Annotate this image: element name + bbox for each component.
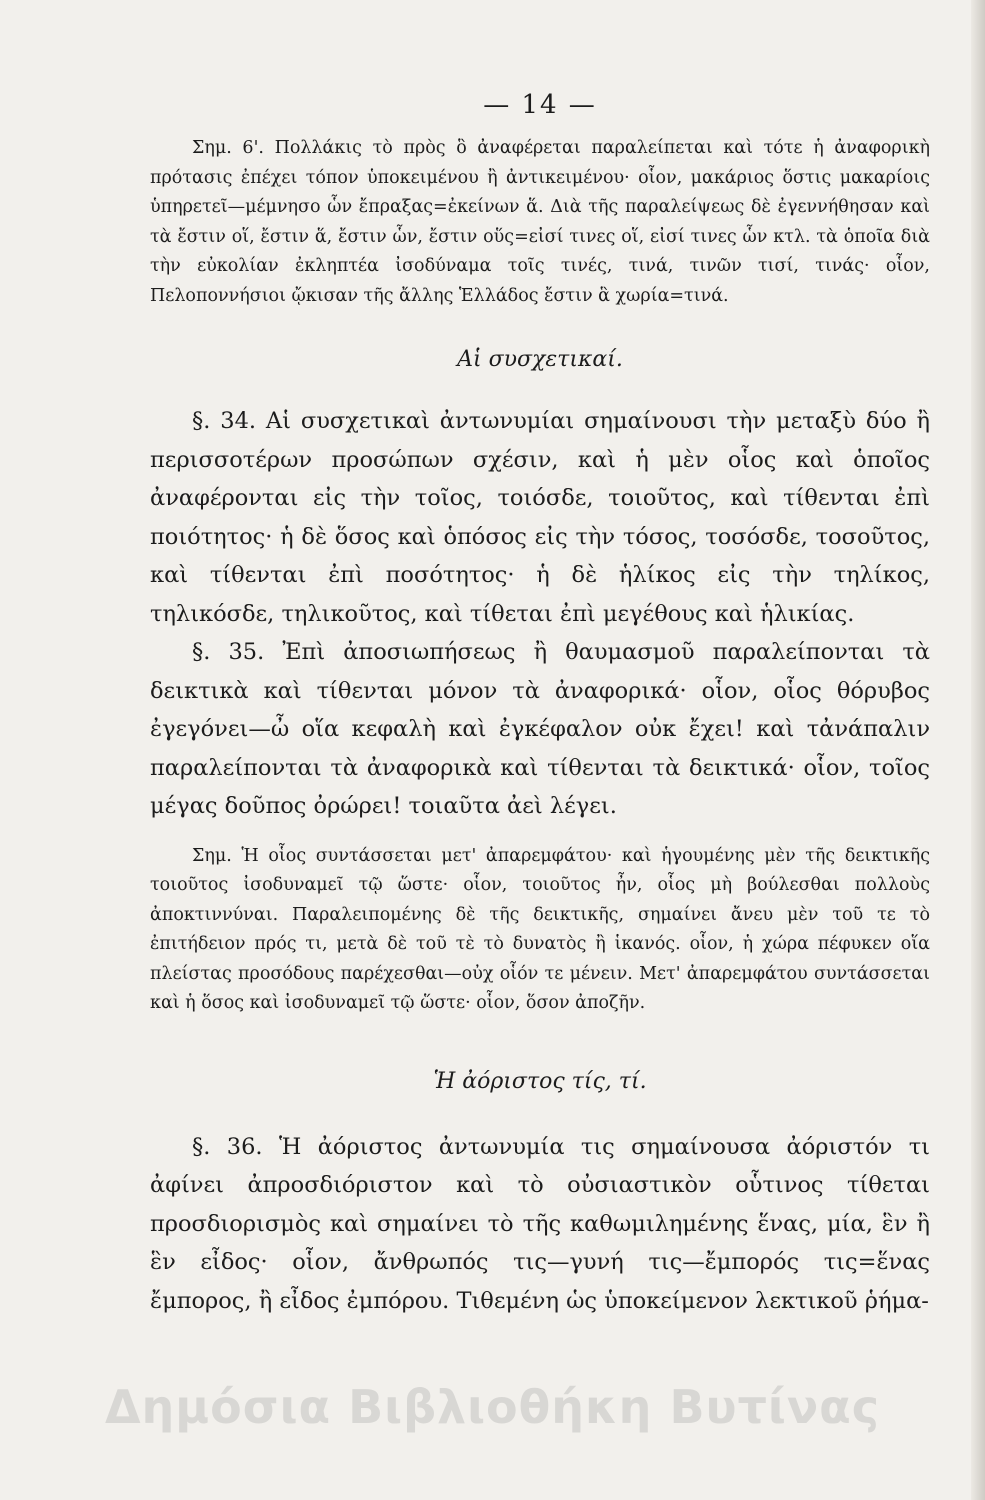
note-6: Σημ. 6'. Πολλάκις τὸ πρὸς ὃ ἀναφέρεται παραλείπεται καὶ τότε ἡ ἀναφορικὴ πρότασις ἐπέχει τόπον ὑποκειμένου ἢ ἀντικειμένου· οἷον, μακάριος ὅστις μακαρίοις ὑπηρετεῖ—μέμνησο ὧν ἔπραξας=ἐκείνων ἅ. Διὰ τῆς παραλείψεως δὲ ἐγεννήθησαν καὶ τὰ ἔστιν οἵ, ἔστιν ἅ, ἔστιν ὧν, ἔστιν οὕς=εἰσί τινες οἵ, εἰσί τινες ὧν κτλ. τὰ ὁποῖα διὰ τὴν εὐκολίαν ἐκληπτέα ἰσοδύναμα τοῖς τινές, τινά, τινῶν τισί, τινάς· οἷον, Πελοποννήσιοι ᾤκισαν τῆς ἄλλης Ἑλλάδος ἔστιν ἃ χωρία=τινά.	[150, 138, 930, 306]
section-heading-correlatives: Αἱ συσχετικαί.	[457, 347, 623, 372]
note-oios: Σημ. Ἡ οἷος συντάσσεται μετ' ἀπαρεμφάτου· καὶ ἡγουμένης μὲν τῆς δεικτικῆς τοιοῦτος ἰσοδυναμεῖ τῷ ὥστε· οἷον, τοιοῦτος ἦν, οἷος μὴ βούλεσθαι πολλοὺς ἀποκτιννύναι. Παραλειπομένης δὲ τῆς δεικτικῆς, σημαίνει ἄνευ μὲν τοῦ τε τὸ ἐπιτήδειον πρός τι, μετὰ δὲ τοῦ τὲ τὸ δυνατὸς ἢ ἱκανός. οἷον, ἡ χώρα πέφυκεν οἵα πλείστας προσόδους παρέχεσθαι—οὐχ οἷόν τε μένειν. Μετ' ἀπαρεμφάτου συντάσσεται καὶ ἡ ὅσος καὶ ἰσοδυναμεῖ τῷ ὥστε· οἷον, ὅσον ἀποζῆν.	[150, 845, 930, 1013]
section-heading-indefinite: Ἡ ἀόριστος τίς, τί.	[433, 1068, 647, 1094]
page-edge-shadow	[971, 0, 985, 1500]
page-number: — 14 —	[483, 90, 597, 120]
paragraph-35: §. 35. Ἐπὶ ἀποσιωπήσεως ἢ θαυμασμοῦ παραλείπονται τὰ δεικτικὰ καὶ τίθενται μόνον τὰ ἀναφορικά· οἷον, οἷος θόρυβος ἐγεγόνει—ὦ οἵα κεφαλὴ καὶ ἐγκέφαλον οὐκ ἔχει! καὶ τἀνάπαλιν παραλείπονται τὰ ἀναφορικὰ καὶ τίθενται τὰ δεικτικά· οἷον, τοῖος μέγας δοῦπος ὀρώρει! τοιαῦτα ἀεὶ λέγει.	[150, 639, 930, 819]
paragraph-36: §. 36. Ἡ ἀόριστος ἀντωνυμία τις σημαίνουσα ἀόριστόν τι ἀφίνει ἀπροσδιόριστον καὶ τὸ οὐσιαστικὸν οὗτινος τίθεται προσδιορισμὸς καὶ σημαίνει τὸ τῆς καθωμιλημένης ἕνας, μία, ἓν ἢ ἓν εἶδος· οἷον, ἄνθρωπός τις—γυνή τις—ἔμπορός τις=ἕνας ἔμπορος, ἢ εἶδος ἐμπόρου. Τιθεμένη ὡς ὑποκείμενον λεκτικοῦ ῥήμα-	[150, 1133, 930, 1314]
book-page	[150, 90, 930, 1320]
library-watermark: Δημόσια Βιβλιοθήκη Βυτίνας	[104, 1380, 881, 1434]
paragraph-34: §. 34. Αἱ συσχετικαὶ ἀντωνυμίαι σημαίνουσι τὴν μεταξὺ δύο ἢ περισσοτέρων προσώπων σχέσιν, καὶ ἡ μὲν οἷος καὶ ὁποῖος ἀναφέρονται εἰς τὴν τοῖος, τοιόσδε, τοιοῦτος, καὶ τίθενται ἐπὶ ποιότητος· ἡ δὲ ὅσος καὶ ὁπόσος εἰς τὴν τόσος, τοσόσδε, τοσοῦτος, καὶ τίθενται ἐπὶ ποσότητος· ἡ δὲ ἡλίκος εἰς τὴν τηλίκος, τηλικόσδε, τηλικοῦτος, καὶ τίθεται ἐπὶ μεγέθους καὶ ἡλικίας.	[150, 408, 930, 627]
